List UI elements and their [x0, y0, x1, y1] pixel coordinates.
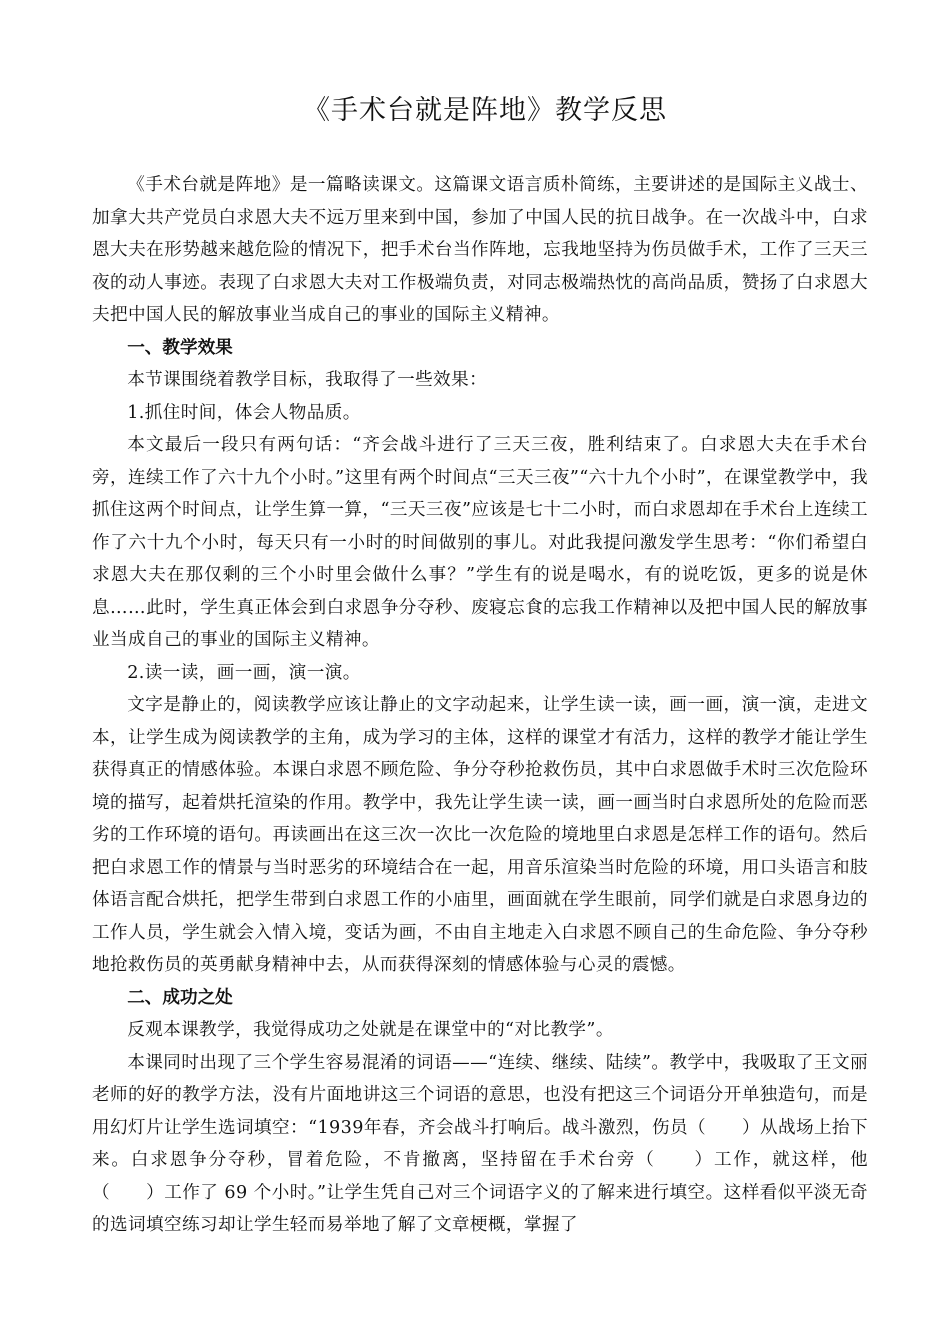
paragraph: 反观本课教学，我觉得成功之处就是在课堂中的“对比教学”。 [127, 1020, 614, 1040]
paragraph: 文字是静止的，阅读教学应该让静止的文字动起来，让学生读一读，画一画，演一演，走进文本，让学生成为阅读教学的主角，成为学习的主体，这样的课堂才有活力，这样的教学才能让学生获得真正的情感体验。本课白求恩不顾危险、争分夺秒抢救伤员，其中白求恩做手术时三次危险环境的描写，起着烘托渲染的作用。教学中，我先让学生读一读，画一画当时白求恩所处的危险而恶劣的工作环境的语句。再读画出在这三次一次比一次危险的境地里白求恩是怎样工作的语句。然后把白求恩工作的情景与当时恶劣的环境结合在一起，用音乐渲染当时危险的环境，用口头语言和肢体语言配合烘托，把学生带到白求恩工作的小庙里，画面就在学生眼前，同学们就是白求恩身边的工作人员，学生就会入情入境，变话为画，不由自主地走入白求恩不顾自己的生命危险、争分夺秒地抢救伤员的英勇献身精神中去，从而获得深刻的情感体验与心灵的震憾。 [92, 695, 868, 975]
paragraph: 《手术台就是阵地》是一篇略读课文。这篇课文语言质朴简练，主要讲述的是国际主义战士、加拿大共产党员白求恩大夫不远万里来到中国，参加了中国人民的抗日战争。在一次战斗中，白求恩大夫在形势越来越危险的情况下，把手术台当作阵地，忘我地坚持为伤员做手术，工作了三天三夜的动人事迹。表现了白求恩大夫对工作极端负责，对同志极端热忱的高尚品质，赞扬了白求恩大夫把中国人民的解放事业当成自己的事业的国际主义精神。 [92, 175, 868, 325]
paragraph: 本节课围绕着教学目标，我取得了一些效果： [127, 370, 488, 390]
paragraph: 本课同时出现了三个学生容易混淆的词语——“连续、继续、陆续”。教学中，我吸取了王文丽老师的好的教学方法，没有片面地讲这三个词语的意思，也没有把这三个词语分开单独造句，而是用幻灯片让学生选词填空：“1939年春，齐会战斗打响后。战斗激烈，伤员（ ）从战场上抬下来。白求恩争分夺秒，冒着危险，不肯撤离，坚持留在手术台旁（ ）工作，就这样，他（ ）工作了 69 个小时。”让学生凭自己对三个词语字义的了解来进行填空。这样看似平淡无奇的选词填空练习却让学生轻而易举地了解了文章梗概，掌握了 [92, 1052, 868, 1235]
document-title: 《手术台就是阵地》教学反思 [303, 95, 667, 126]
paragraph: 本文最后一段只有两句话：“齐会战斗进行了三天三夜，胜利结束了。白求恩大夫在手术台旁，连续工作了六十九个小时。”这里有两个时间点“三天三夜”“六十九个小时”，在课堂教学中，我抓住这两个时间点，让学生算一算，“三天三夜”应该是七十二小时，而白求恩却在手术台上连续工作了六十九个小时，每天只有一小时的时间做别的事儿。对此我提问激发学生思考：“你们希望白求恩大夫在那仅剩的三个小时里会做什么事？”学生有的说是喝水，有的说吃饭，更多的说是休息……此时，学生真正体会到白求恩争分夺秒、废寝忘食的忘我工作精神以及把中国人民的解放事业当成自己的事业的国际主义精神。 [92, 435, 868, 650]
document-body [92, 169, 868, 1242]
paragraph: 2.读一读，画一画，演一演。 [127, 662, 361, 683]
section-heading: 一、教学效果 [127, 337, 233, 358]
paragraph: 1.抓住时间，体会人物品质。 [127, 402, 361, 423]
section-heading: 二、成功之处 [127, 987, 233, 1008]
